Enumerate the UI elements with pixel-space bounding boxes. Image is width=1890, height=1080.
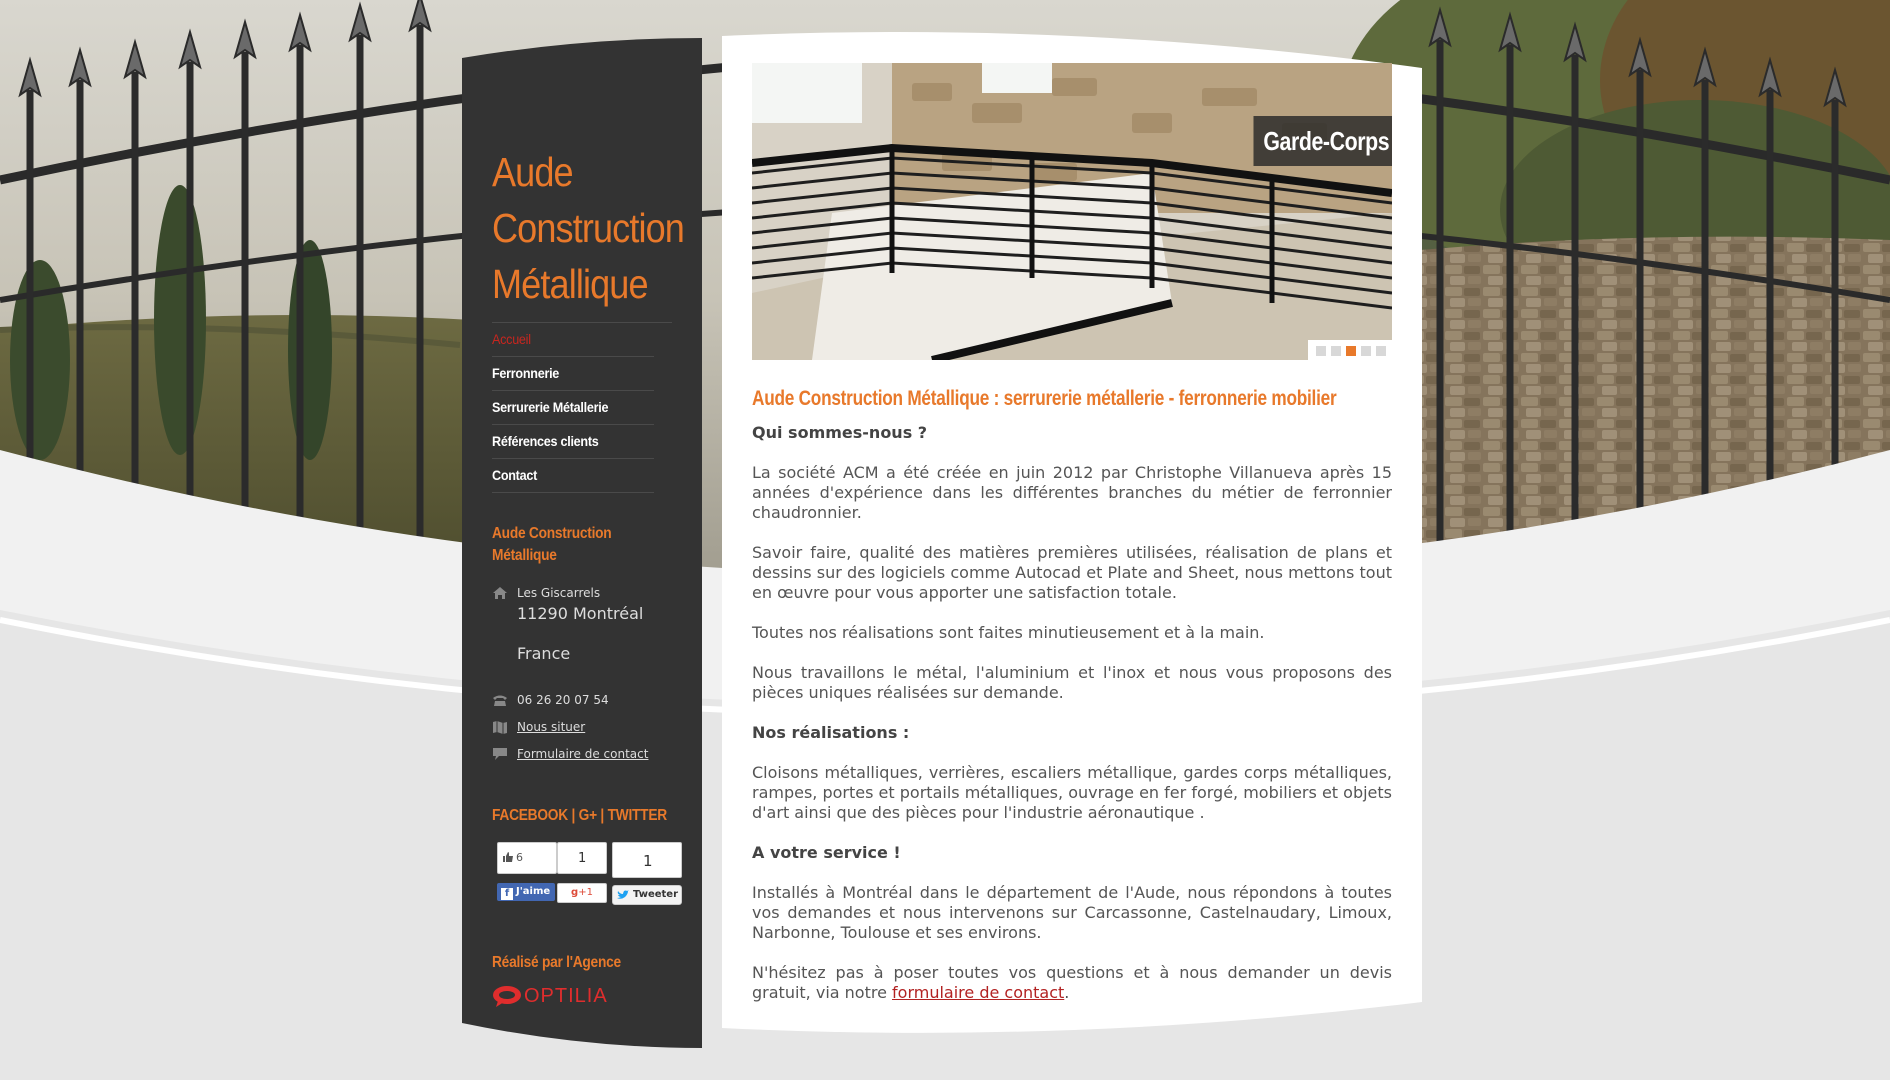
article-content: [752, 385, 1392, 1023]
section-title-about: Qui sommes-nous ?: [752, 423, 928, 442]
address-country: France: [517, 644, 571, 663]
slider-pagination: [1308, 340, 1392, 360]
section-title-service: A votre service !: [752, 843, 901, 862]
facebook-like-count: 6: [516, 851, 523, 864]
facebook-count-box: [497, 842, 557, 874]
slide-caption: Garde-Corps: [1253, 116, 1392, 166]
company-heading-line-1: Aude Construction: [492, 525, 612, 542]
paragraph-7-end: .: [1064, 983, 1070, 1002]
paragraph-1: La société ACM a été créée en juin 2012 par Christophe Villanueva après 15 années d'expérience dans les différentes branches du métier de ferronnier chaudronnier.: [752, 463, 1392, 522]
contact-form-link[interactable]: Formulaire de contact: [517, 747, 649, 761]
agency-logo-text: OPTILIA: [524, 984, 608, 1007]
site-title-line-1: Aude: [492, 149, 573, 195]
page-heading: Aude Construction Métallique : serrurerie métallerie - ferronnerie mobilier: [752, 387, 1337, 410]
home-icon: [492, 586, 508, 600]
gplus-count-box: [557, 842, 607, 874]
paragraph-5: Cloisons métalliques, verrières, escaliers métallique, gardes corps métalliques, rampes, portes et portails métalliques, ouvrage en fer forgé, mobiliers et objets d'art ainsi que des pièces pour l'industrie aéronautique .: [752, 763, 1392, 822]
site-title[interactable]: [492, 144, 684, 312]
company-heading-line-2: Métallique: [492, 547, 557, 564]
slider-dot-1[interactable]: [1316, 346, 1326, 356]
agency-logo[interactable]: [492, 984, 608, 1008]
slider-dot-5[interactable]: [1376, 346, 1386, 356]
nav-item-serrurerie[interactable]: Serrurerie Métallerie: [492, 391, 654, 425]
nav-item-references[interactable]: Références clients: [492, 425, 654, 459]
contact-form-inline-link[interactable]: formulaire de contact: [892, 983, 1065, 1002]
facebook-like-label: J'aime: [516, 886, 551, 897]
image-slider[interactable]: [752, 63, 1392, 360]
paragraph-7: [752, 963, 1392, 1003]
nav-item-contact[interactable]: Contact: [492, 459, 654, 493]
gplus-icon: g: [571, 887, 579, 898]
paragraph-6: Installés à Montréal dans le département de l'Aude, nous répondons à toutes vos demandes et nous intervenons sur Carcassonne, Castelnaudary, Limoux, Narbonne, Toulouse et ses environs.: [752, 883, 1392, 942]
tweet-count: 1: [643, 852, 653, 870]
site-title-line-3: Métallique: [492, 261, 648, 307]
site-title-line-2: Construction: [492, 205, 684, 251]
slide-image-staircase-railing: [752, 63, 1392, 360]
gplus-label: +1: [578, 887, 593, 898]
facebook-like-button[interactable]: [497, 883, 555, 901]
nav-item-accueil[interactable]: Accueil: [492, 323, 654, 357]
phone-icon: [492, 693, 508, 707]
main-content-panel: [722, 30, 1422, 1040]
sidebar: [462, 38, 702, 1048]
agency-heading: Réalisé par l'Agence: [492, 954, 621, 971]
twitter-count-box: [612, 842, 682, 878]
facebook-icon: f: [501, 888, 513, 900]
map-icon: [492, 720, 508, 734]
paragraph-4: Nous travaillons le métal, l'aluminium et l'inox et nous vous proposons des pièces uniques réalisées sur demande.: [752, 663, 1392, 702]
social-heading: FACEBOOK | G+ | TWITTER: [492, 807, 667, 824]
main-navigation: [492, 322, 672, 493]
tweet-label: Tweeter: [633, 889, 679, 900]
slider-dot-3[interactable]: [1346, 346, 1356, 356]
phone-number: 06 26 20 07 54: [517, 693, 609, 707]
address-street: Les Giscarrels: [517, 586, 601, 600]
thumbs-up-icon: [502, 851, 514, 863]
tweet-button[interactable]: [612, 885, 682, 905]
paragraph-3: Toutes nos réalisations sont faites minutieusement et à la main.: [752, 623, 1265, 642]
speech-bubble-icon: [492, 747, 508, 761]
address-city: 11290 Montréal: [517, 604, 644, 623]
slider-dot-4[interactable]: [1361, 346, 1371, 356]
slider-dot-2[interactable]: [1331, 346, 1341, 356]
twitter-bird-icon: [617, 890, 629, 900]
paragraph-2: Savoir faire, qualité des matières premières utilisées, réalisation de plans et dessins sur des logiciels comme Autocad et Plate and Sheet, nous mettons tout en œuvre pour vous apporter une satisfaction totale.: [752, 543, 1392, 602]
section-title-realisations: Nos réalisations :: [752, 723, 910, 742]
gplus-count: 1: [578, 851, 587, 866]
gplus-button[interactable]: [557, 883, 607, 903]
paragraph-7-text: N'hésitez pas à poser toutes vos questions et à nous demander un devis gratuit, via notre: [752, 963, 1392, 1002]
locate-link[interactable]: Nous situer: [517, 720, 586, 734]
company-heading: [492, 523, 611, 567]
optilia-bubble-icon: [492, 985, 522, 1007]
nav-item-ferronnerie[interactable]: Ferronnerie: [492, 357, 654, 391]
